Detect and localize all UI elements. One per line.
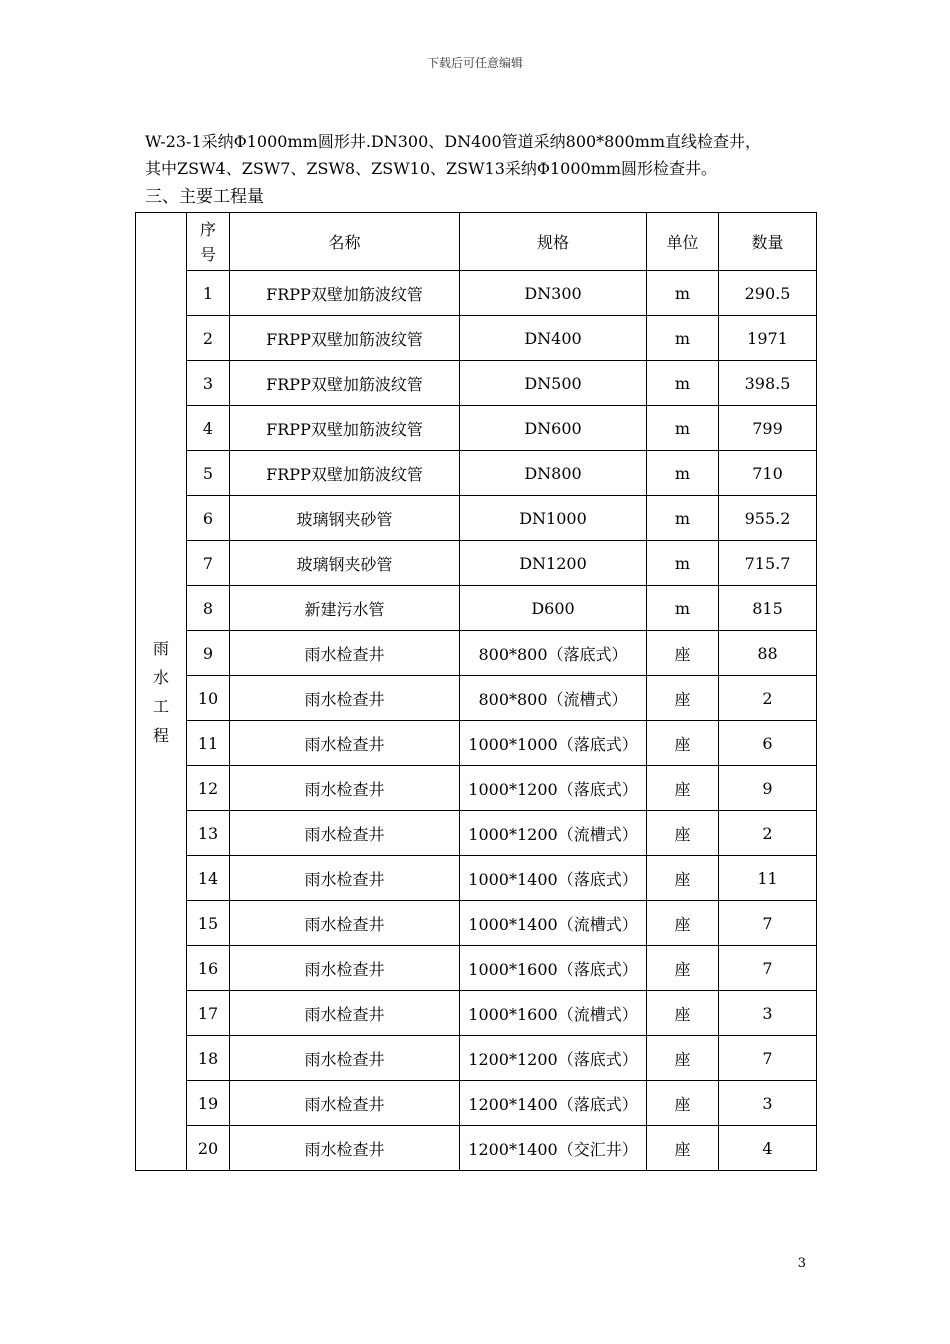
table-row [136, 901, 817, 946]
row-qty: 6 [719, 721, 817, 766]
header-name: 名称 [230, 213, 460, 271]
row-name: 雨水检查井 [230, 1081, 460, 1126]
row-qty: 715.7 [719, 541, 817, 586]
row-seq: 2 [187, 316, 230, 361]
row-unit: 座 [647, 1036, 719, 1081]
row-name: 雨水检查井 [230, 901, 460, 946]
row-spec: 1000*1400（落底式） [460, 856, 647, 901]
row-name: 雨水检查井 [230, 811, 460, 856]
table-row [136, 1036, 817, 1081]
row-seq: 19 [187, 1081, 230, 1126]
row-spec: 1200*1200（落底式） [460, 1036, 647, 1081]
row-seq: 8 [187, 586, 230, 631]
table-row [136, 631, 817, 676]
row-seq: 3 [187, 361, 230, 406]
row-spec: 1000*1200（流槽式） [460, 811, 647, 856]
table-row [136, 496, 817, 541]
row-name: 玻璃钢夹砂管 [230, 541, 460, 586]
category-char: 工 [152, 696, 169, 716]
row-name: 雨水检查井 [230, 676, 460, 721]
row-unit: m [647, 361, 719, 406]
row-name: 雨水检查井 [230, 631, 460, 676]
table-row [136, 361, 817, 406]
row-name: 雨水检查井 [230, 1036, 460, 1081]
row-spec: 1000*1000（落底式） [460, 721, 647, 766]
table-row [136, 991, 817, 1036]
table-header-row [136, 213, 817, 271]
row-unit: 座 [647, 811, 719, 856]
row-unit: 座 [647, 676, 719, 721]
row-qty: 1971 [719, 316, 817, 361]
row-seq: 10 [187, 676, 230, 721]
table-row [136, 676, 817, 721]
row-unit: m [647, 496, 719, 541]
row-qty: 2 [719, 811, 817, 856]
intro-line-1: W-23-1采纳Φ1000mm圆形井.DN300、DN400管道采纳800*800mm直线检查井， [145, 132, 762, 151]
row-name: 玻璃钢夹砂管 [230, 496, 460, 541]
row-seq: 7 [187, 541, 230, 586]
row-qty: 3 [719, 1081, 817, 1126]
row-seq: 6 [187, 496, 230, 541]
row-unit: m [647, 541, 719, 586]
row-spec: DN600 [460, 406, 647, 451]
row-spec: 1000*1600（流槽式） [460, 991, 647, 1036]
row-spec: 1000*1400（流槽式） [460, 901, 647, 946]
row-spec: 800*800（落底式） [460, 631, 647, 676]
page-header-note: 下载后可任意编辑 [426, 56, 523, 70]
row-unit: m [647, 406, 719, 451]
row-seq: 13 [187, 811, 230, 856]
row-qty: 2 [719, 676, 817, 721]
row-name: 雨水检查井 [230, 946, 460, 991]
row-name: 雨水检查井 [230, 991, 460, 1036]
row-spec: 800*800（流槽式） [460, 676, 647, 721]
row-qty: 7 [719, 1036, 817, 1081]
quantity-table [135, 212, 817, 1171]
row-unit: 座 [647, 1126, 719, 1171]
row-qty: 7 [719, 946, 817, 991]
row-qty: 9 [719, 766, 817, 811]
table-row [136, 766, 817, 811]
table-row [136, 271, 817, 316]
row-unit: 座 [647, 721, 719, 766]
row-spec: D600 [460, 586, 647, 631]
row-name: 雨水检查井 [230, 856, 460, 901]
row-seq: 1 [187, 271, 230, 316]
header-unit: 单位 [647, 213, 719, 271]
row-unit: 座 [647, 766, 719, 811]
row-spec: 1200*1400（落底式） [460, 1081, 647, 1126]
table-row [136, 1126, 817, 1171]
row-qty: 3 [719, 991, 817, 1036]
row-qty: 815 [719, 586, 817, 631]
table-row [136, 811, 817, 856]
row-spec: DN1200 [460, 541, 647, 586]
page-number: 3 [797, 1256, 806, 1271]
header-seq-char: 序 [199, 219, 216, 239]
row-name: FRPP双壁加筋波纹管 [230, 451, 460, 496]
row-seq: 5 [187, 451, 230, 496]
row-name: FRPP双壁加筋波纹管 [230, 316, 460, 361]
row-seq: 9 [187, 631, 230, 676]
header-qty: 数量 [719, 213, 817, 271]
category-char: 水 [152, 667, 169, 687]
row-spec: DN800 [460, 451, 647, 496]
table-row [136, 721, 817, 766]
row-seq: 14 [187, 856, 230, 901]
row-unit: m [647, 586, 719, 631]
table-row [136, 946, 817, 991]
table-row [136, 406, 817, 451]
row-qty: 799 [719, 406, 817, 451]
row-qty: 7 [719, 901, 817, 946]
row-seq: 11 [187, 721, 230, 766]
row-unit: m [647, 451, 719, 496]
header-seq [187, 213, 230, 271]
row-qty: 710 [719, 451, 817, 496]
row-name: 雨水检查井 [230, 721, 460, 766]
table-row [136, 1081, 817, 1126]
row-spec: DN300 [460, 271, 647, 316]
row-unit: 座 [647, 856, 719, 901]
row-name: 雨水检查井 [230, 1126, 460, 1171]
category-cell [136, 213, 187, 1171]
intro-line-2: 其中ZSW4、ZSW7、ZSW8、ZSW10、ZSW13采纳Φ1000mm圆形检查井。 [145, 159, 718, 178]
row-seq: 20 [187, 1126, 230, 1171]
category-char: 雨 [152, 638, 169, 658]
row-spec: 1000*1600（落底式） [460, 946, 647, 991]
row-name: 新建污水管 [230, 586, 460, 631]
row-unit: 座 [647, 1081, 719, 1126]
row-unit: 座 [647, 946, 719, 991]
table-row [136, 316, 817, 361]
row-unit: m [647, 271, 719, 316]
header-seq-char: 号 [199, 244, 216, 264]
row-spec: 1200*1400（交汇井） [460, 1126, 647, 1171]
row-qty: 88 [719, 631, 817, 676]
row-seq: 15 [187, 901, 230, 946]
row-seq: 12 [187, 766, 230, 811]
row-qty: 955.2 [719, 496, 817, 541]
row-qty: 398.5 [719, 361, 817, 406]
row-seq: 4 [187, 406, 230, 451]
table-row [136, 856, 817, 901]
row-unit: 座 [647, 631, 719, 676]
row-name: FRPP双壁加筋波纹管 [230, 271, 460, 316]
row-unit: 座 [647, 901, 719, 946]
row-spec: DN500 [460, 361, 647, 406]
row-unit: 座 [647, 991, 719, 1036]
table-row [136, 586, 817, 631]
section-title: 三、主要工程量 [145, 187, 264, 207]
row-seq: 17 [187, 991, 230, 1036]
table-row [136, 541, 817, 586]
table-row [136, 451, 817, 496]
row-name: FRPP双壁加筋波纹管 [230, 406, 460, 451]
row-spec: DN1000 [460, 496, 647, 541]
row-qty: 4 [719, 1126, 817, 1171]
row-seq: 18 [187, 1036, 230, 1081]
header-spec: 规格 [460, 213, 647, 271]
row-seq: 16 [187, 946, 230, 991]
category-char: 程 [152, 725, 169, 745]
row-spec: DN400 [460, 316, 647, 361]
row-qty: 290.5 [719, 271, 817, 316]
row-unit: m [647, 316, 719, 361]
row-name: 雨水检查井 [230, 766, 460, 811]
row-name: FRPP双壁加筋波纹管 [230, 361, 460, 406]
row-qty: 11 [719, 856, 817, 901]
row-spec: 1000*1200（落底式） [460, 766, 647, 811]
